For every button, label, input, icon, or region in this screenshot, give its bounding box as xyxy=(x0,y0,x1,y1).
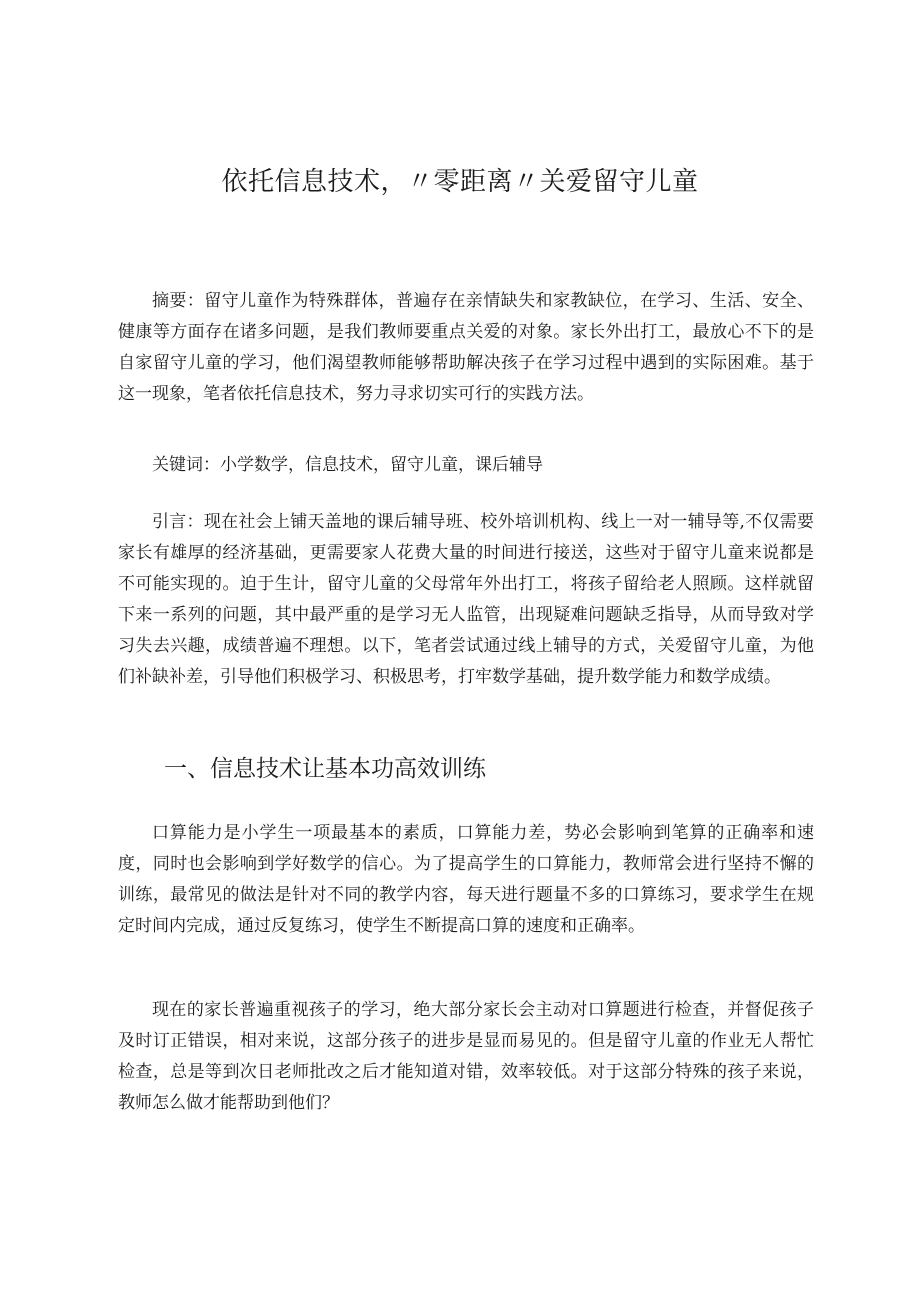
abstract-paragraph: 摘要：留守儿童作为特殊群体，普遍存在亲情缺失和家教缺位，在学习、生活、安全、健康等方面存在诸多问题，是我们教师要重点关爱的对象。家长外出打工，最放心不下的是自家留守儿童的学习，他们渴望教师能够帮助解决孩子在学习过程中遇到的实际困难。基于这一现象，笔者依托信息技术，努力寻求切实可行的实践方法。 xyxy=(118,291,814,404)
section-paragraph-2: 现在的家长普遍重视孩子的学习，绝大部分家长会主动对口算题进行检查，并督促孩子及时订正错误，相对来说，这部分孩子的进步是显而易见的。但是留守儿童的作业无人帮忙检查，总是等到次日老师批改之后才能知道对错，效率较低。对于这部分特殊的孩子来说，教师怎么做才能帮助到他们？ xyxy=(118,1000,814,1113)
document-title: 依托信息技术，〃零距离〃关爱留守儿童 xyxy=(221,167,699,197)
introduction-paragraph: 引言：现在社会上铺天盖地的课后辅导班、校外培训机构、线上一对一辅导等,不仅需要家长有雄厚的经济基础，更需要家人花费大量的时间进行接送，这些对于留守儿童来说都是不可能实现的。迫于生计，留守儿童的父母常年外出打工，将孩子留给老人照顾。这样就留下来一系列的问题，其中最严重的是学习无人监管，出现疑难问题缺乏指导，从而导致对学习失去兴趣，成绩普遍不理想。以下，笔者尝试通过线上辅导的方式，关爱留守儿童，为他们补缺补差，引导他们积极学习、积极思考，打牢数学基础，提升数学能力和数学成绩。 xyxy=(118,512,814,687)
section-paragraph-1: 口算能力是小学生一项最基本的素质，口算能力差，势必会影响到笔算的正确率和速度，同时也会影响到学好数学的信心。为了提高学生的口算能力，教师常会进行坚持不懈的训练，最常见的做法是针对不同的教学内容，每天进行题量不多的口算练习，要求学生在规定时间内完成，通过反复练习，使学生不断提高口算的速度和正确率。 xyxy=(118,823,814,936)
keywords-paragraph: 关键词：小学数学，信息技术，留守儿童，课后辅导 xyxy=(152,455,543,475)
section-heading: 一、信息技术让基本功高效训练 xyxy=(164,756,486,782)
